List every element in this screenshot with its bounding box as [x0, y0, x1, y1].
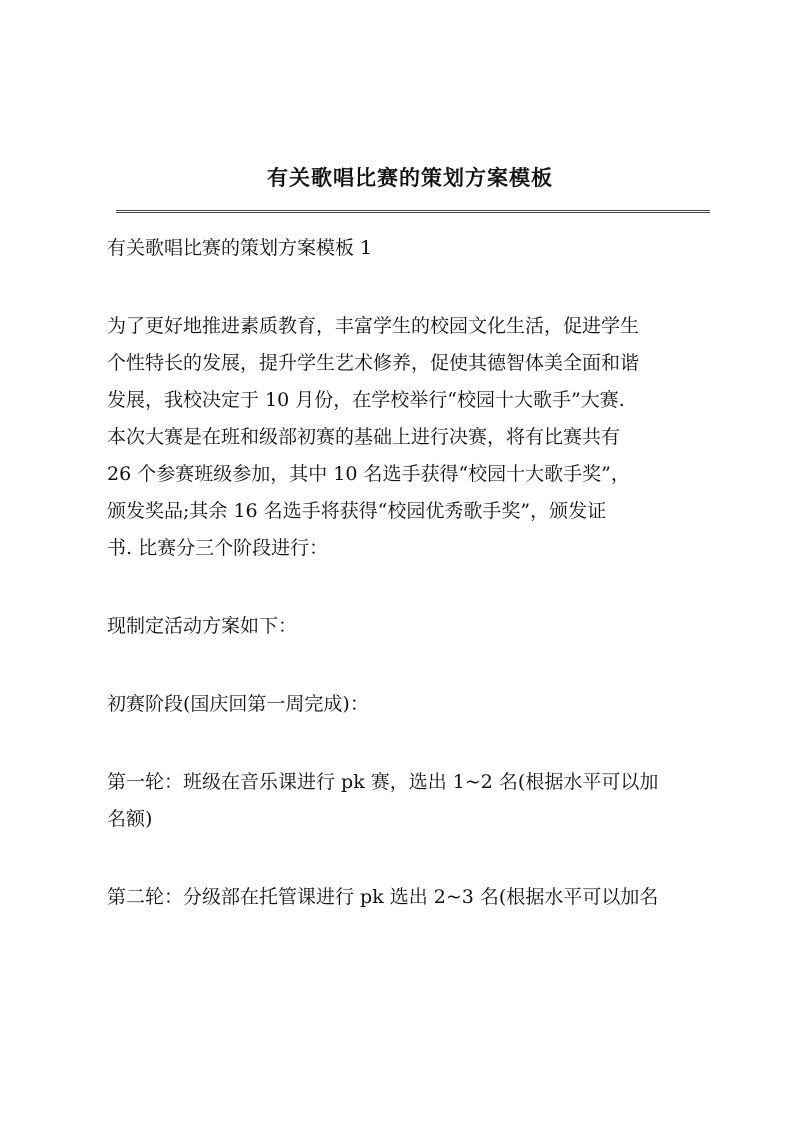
- text-line: 第二轮：分级部在托管课进行 pk 选出 2~3 名(根据水平可以加名: [107, 886, 659, 908]
- text-line: 颁发奖品;其余 16 名选手将获得“校园优秀歌手奖”，颁发证: [107, 500, 607, 522]
- section-heading-text: 有关歌唱比赛的策划方案模板 1: [107, 237, 373, 259]
- paragraph-intro: [107, 308, 717, 567]
- section-heading: [107, 230, 717, 267]
- paragraph-spacer: [107, 838, 717, 879]
- document-body: [107, 230, 717, 916]
- paragraph-spacer: [107, 645, 717, 686]
- paragraph-spacer: [107, 267, 717, 308]
- text-line: 书. 比赛分三个阶段进行：: [107, 537, 329, 559]
- paragraph-round-one: [107, 764, 717, 838]
- document-title: 有关歌唱比赛的策划方案模板: [267, 165, 553, 190]
- paragraph-plan: [107, 608, 717, 645]
- title-divider: [116, 210, 710, 213]
- text-line: 发展，我校决定于 10 月份，在学校举行“校园十大歌手”大赛.: [107, 389, 625, 411]
- text-line: 现制定活动方案如下：: [107, 615, 298, 637]
- text-line: 第一轮：班级在音乐课进行 pk 赛，选出 1~2 名(根据水平可以加: [107, 771, 659, 793]
- paragraph-preliminary: [107, 686, 717, 723]
- text-line: 初赛阶段(国庆回第一周完成)：: [107, 693, 369, 715]
- text-line: 个性特长的发展，提升学生艺术修养，促使其德智体美全面和谐: [107, 352, 640, 374]
- paragraph-round-two: [107, 879, 717, 916]
- text-line: 为了更好地推进素质教育，丰富学生的校园文化生活，促进学生: [107, 315, 640, 337]
- text-line: 26 个参赛班级参加，其中 10 名选手获得“校园十大歌手奖”，: [107, 463, 630, 485]
- paragraph-spacer: [107, 567, 717, 608]
- text-line: 本次大赛是在班和级部初赛的基础上进行决赛，将有比赛共有: [107, 426, 621, 448]
- paragraph-spacer: [107, 723, 717, 764]
- text-line: 名额): [107, 808, 153, 830]
